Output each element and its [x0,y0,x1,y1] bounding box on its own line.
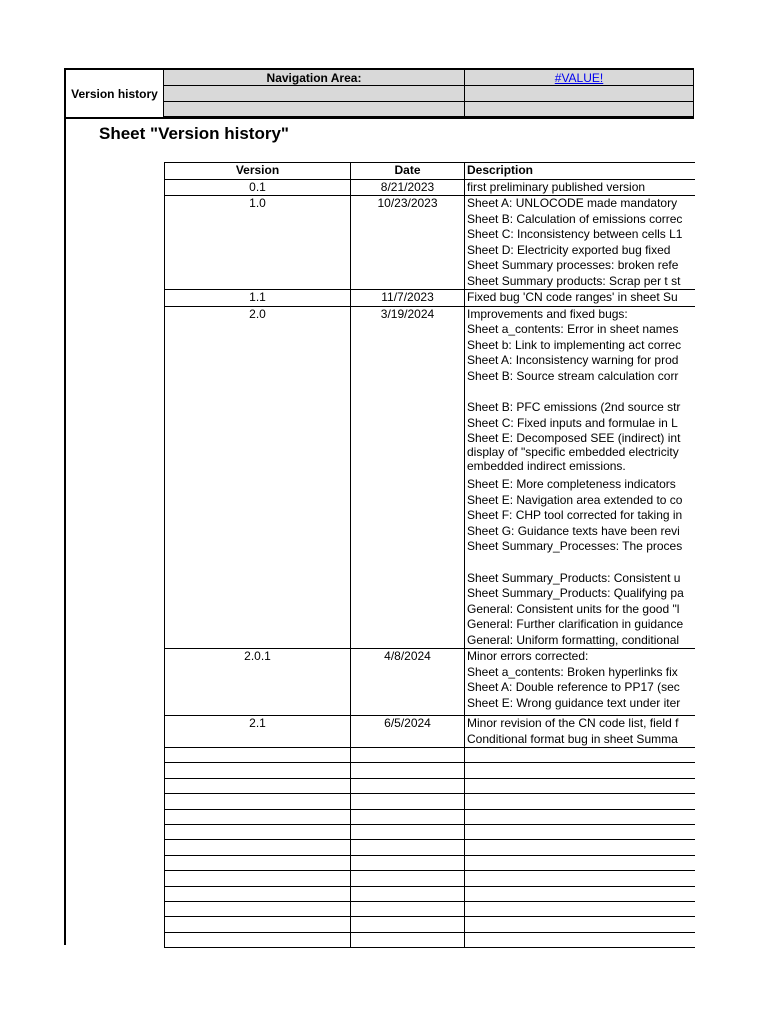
empty-table-row [165,748,695,763]
description-line: Sheet A: Inconsistency warning for prod [467,353,679,367]
empty-cell[interactable] [351,763,465,778]
description-cell[interactable] [465,179,695,196]
date-cell[interactable]: 11/7/2023 [351,290,465,307]
header-date: Date [351,163,465,180]
empty-cell[interactable] [165,794,351,809]
description-line: Sheet a_contents: Error in sheet names [467,322,679,336]
description-paragraph: Sheet E: Decomposed SEE (indirect) int display of "specific embedded electricity embedded indirect emissions. [467,431,681,473]
empty-table-row [165,871,695,886]
empty-table-row [165,763,695,778]
empty-cell[interactable] [465,855,695,870]
description-line: Sheet Summary processes: broken refe [467,258,679,272]
description-line: Sheet G: Guidance texts have been revi [467,523,680,538]
empty-cell[interactable] [351,794,465,809]
empty-cell[interactable] [465,794,695,809]
empty-cell[interactable] [465,809,695,824]
date-cell[interactable]: 6/5/2024 [351,716,465,748]
empty-cell[interactable] [351,901,465,916]
empty-cell[interactable] [351,824,465,839]
description-line: Sheet E: More completeness indicators [467,477,676,491]
empty-table-row [165,855,695,870]
description-line: Sheet C: Inconsistency between cells L1 [467,227,683,241]
description-line: Minor revision of the CN code list, field f [467,716,679,730]
version-cell[interactable]: 1.1 [165,290,351,307]
table-row [165,649,695,716]
frame-left-border [64,68,66,945]
navigation-link[interactable]: #VALUE! [554,70,604,85]
empty-cell[interactable] [165,824,351,839]
version-history-table [164,162,695,948]
empty-cell[interactable] [351,778,465,793]
empty-table-row [165,824,695,839]
version-cell[interactable]: 2.1 [165,716,351,748]
table-row [165,716,695,748]
navigation-empty-cell [164,102,465,117]
empty-table-row [165,778,695,793]
description-line: Sheet A: Double reference to PP17 (sec [467,680,680,694]
empty-cell[interactable] [165,748,351,763]
empty-cell[interactable] [351,932,465,947]
empty-cell[interactable] [165,840,351,855]
description-line: General: Further clarification in guidance [467,617,684,631]
empty-cell[interactable] [165,871,351,886]
navigation-area [164,70,694,117]
empty-cell[interactable] [351,917,465,932]
description-cell[interactable] [465,649,695,716]
navigation-empty-cell [465,102,694,117]
description-line: Sheet F: CHP tool corrected for taking in [467,508,683,522]
empty-table-row [165,901,695,916]
empty-cell[interactable] [351,809,465,824]
description-line: Sheet B: PFC emissions (2nd source str [467,400,681,414]
empty-cell[interactable] [165,932,351,947]
description-line: Minor errors corrected: [467,649,589,663]
table-row [165,306,695,649]
navigation-area-label: Navigation Area: [164,70,465,86]
empty-cell[interactable] [165,917,351,932]
description-cell[interactable] [465,196,695,290]
table-row [165,196,695,290]
empty-cell[interactable] [351,840,465,855]
date-cell[interactable]: 3/19/2024 [351,306,465,649]
description-line: Fixed bug 'CN code ranges' in sheet Su [467,290,678,304]
empty-cell[interactable] [165,778,351,793]
sheet-title: Sheet "Version history" [99,124,289,143]
empty-cell[interactable] [465,932,695,947]
empty-table-row [165,840,695,855]
description-line: General: Consistent units for the good "l [467,601,680,616]
navigation-bottom-border [64,117,694,119]
empty-cell[interactable] [165,855,351,870]
description-line: Sheet A: UNLOCODE made mandatory [467,196,678,210]
description-line: Sheet Summary_Products: Qualifying pa [467,586,684,600]
description-cell[interactable] [465,306,695,649]
table-row [165,290,695,307]
version-cell[interactable]: 2.0.1 [165,649,351,716]
description-line: Sheet Summary products: Scrap per t st [467,273,681,288]
empty-cell[interactable] [165,763,351,778]
empty-cell[interactable] [351,886,465,901]
description-line: Improvements and fixed bugs: [467,306,628,321]
description-spacer [467,384,693,400]
empty-table-row [165,809,695,824]
empty-cell[interactable] [351,855,465,870]
empty-cell[interactable] [465,901,695,916]
version-cell[interactable]: 2.0 [165,306,351,649]
navigation-link-cell [465,70,694,86]
description-line: Sheet E: Wrong guidance text under iter [467,695,681,710]
date-cell[interactable]: 4/8/2024 [351,649,465,716]
description-line: Sheet a_contents: Broken hyperlinks fix [467,664,678,679]
navigation-empty-cell [164,86,465,102]
description-line: Sheet B: Source stream calculation corr [467,368,679,383]
empty-cell[interactable] [465,763,695,778]
empty-cell[interactable] [165,886,351,901]
empty-cell[interactable] [465,748,695,763]
empty-cell[interactable] [465,871,695,886]
description-line: Sheet Summary_Products: Consistent u [467,570,681,585]
description-line: Conditional format bug in sheet Summa [467,731,678,746]
description-line: Sheet Summary_Processes: The proces [467,539,683,553]
empty-cell[interactable] [165,901,351,916]
empty-cell[interactable] [465,886,695,901]
description-spacer [467,711,693,715]
table-row [165,179,695,196]
empty-cell[interactable] [465,840,695,855]
description-line: Sheet b: Link to implementing act correc [467,337,682,352]
description-line: first preliminary published version [467,179,646,194]
description-spacer [467,555,693,571]
description-cell[interactable] [465,290,695,307]
description-line: Sheet B: Calculation of emissions correc [467,211,683,226]
header-version: Version [165,163,351,180]
description-line: Sheet E: Navigation area extended to co [467,492,683,507]
version-cell[interactable]: 1.0 [165,196,351,290]
empty-cell[interactable] [165,809,351,824]
empty-cell[interactable] [465,917,695,932]
empty-table-row [165,932,695,947]
version-cell[interactable]: 0.1 [165,179,351,196]
empty-table-row [165,794,695,809]
table-header-row [165,163,695,180]
description-line: General: Uniform formatting, conditional [467,632,680,647]
description-line: Sheet C: Fixed inputs and formulae in L [467,415,678,430]
empty-table-row [165,886,695,901]
empty-cell[interactable] [351,748,465,763]
empty-cell[interactable] [465,824,695,839]
description-cell[interactable] [465,716,695,748]
date-cell[interactable]: 10/23/2023 [351,196,465,290]
sheet-name-label: Version history [66,70,164,117]
empty-table-row [165,917,695,932]
date-cell[interactable]: 8/21/2023 [351,179,465,196]
header-description: Description [465,163,695,180]
empty-cell[interactable] [351,871,465,886]
navigation-empty-cell [465,86,694,102]
description-line: Sheet D: Electricity exported bug fixed [467,242,671,257]
empty-cell[interactable] [465,778,695,793]
